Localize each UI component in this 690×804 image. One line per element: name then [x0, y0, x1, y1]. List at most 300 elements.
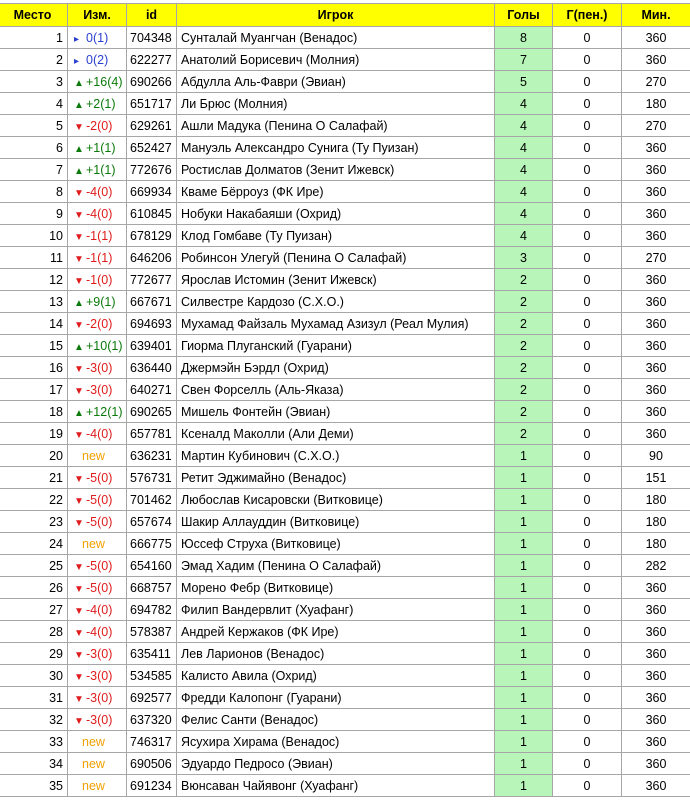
player-cell: Кваме Бёрроуз (ФК Ире)	[177, 181, 495, 203]
minutes-cell: 360	[622, 49, 690, 71]
change-value: +1(1)	[86, 140, 116, 155]
minutes-cell: 360	[622, 291, 690, 313]
goals-cell: 1	[495, 467, 553, 489]
minutes-cell: 282	[622, 555, 690, 577]
change-cell	[68, 115, 127, 137]
table-row[interactable]	[0, 247, 690, 269]
penalties-cell: 0	[553, 115, 622, 137]
player-cell: Абдулла Аль-Фаври (Эвиан)	[177, 71, 495, 93]
change-cell	[68, 357, 127, 379]
place-cell: 5	[0, 115, 68, 137]
table-row[interactable]	[0, 291, 690, 313]
player-cell: Андрей Кержаков (ФК Ире)	[177, 621, 495, 643]
minutes-cell: 360	[622, 181, 690, 203]
place-cell: 32	[0, 709, 68, 731]
minutes-cell: 270	[622, 247, 690, 269]
table-row[interactable]	[0, 665, 690, 687]
player-cell: Ретит Эджимайно (Венадос)	[177, 467, 495, 489]
id-cell: 578387	[127, 621, 177, 643]
minutes-cell: 360	[622, 379, 690, 401]
arrow-up-icon: ▲	[74, 407, 84, 419]
change-value: -1(1)	[86, 228, 113, 243]
penalties-cell: 0	[553, 203, 622, 225]
arrow-down-icon: ▼	[74, 495, 84, 507]
goals-cell: 4	[495, 225, 553, 247]
goals-cell: 1	[495, 687, 553, 709]
table-row[interactable]	[0, 159, 690, 181]
place-cell: 15	[0, 335, 68, 357]
arrow-down-icon: ▼	[74, 693, 84, 705]
arrow-down-icon: ▼	[74, 209, 84, 221]
change-value: -4(0)	[86, 602, 113, 617]
id-cell: 629261	[127, 115, 177, 137]
change-cell	[68, 775, 127, 797]
player-cell: Джермэйн Бэрдл (Охрид)	[177, 357, 495, 379]
table-row[interactable]	[0, 93, 690, 115]
goals-cell: 1	[495, 643, 553, 665]
minutes-cell: 360	[622, 357, 690, 379]
change-value: -1(1)	[86, 250, 113, 265]
goals-cell: 2	[495, 379, 553, 401]
goals-cell: 1	[495, 489, 553, 511]
player-cell: Ксеналд Маколли (Али Деми)	[177, 423, 495, 445]
player-cell: Мишель Фонтейн (Эвиан)	[177, 401, 495, 423]
place-cell: 26	[0, 577, 68, 599]
header-player[interactable]: Игрок	[177, 4, 495, 27]
place-cell: 17	[0, 379, 68, 401]
place-cell: 23	[0, 511, 68, 533]
table-row[interactable]	[0, 753, 690, 775]
goals-cell: 2	[495, 313, 553, 335]
arrow-up-icon: ▲	[74, 99, 84, 111]
place-cell: 29	[0, 643, 68, 665]
id-cell: 694782	[127, 599, 177, 621]
table-row[interactable]	[0, 115, 690, 137]
arrow-down-icon: ▼	[74, 671, 84, 683]
change-cell	[68, 335, 127, 357]
table-row[interactable]	[0, 357, 690, 379]
arrow-down-icon: ▼	[74, 627, 84, 639]
player-cell: Ли Брюс (Молния)	[177, 93, 495, 115]
flag-icon: ▸	[74, 33, 80, 45]
change-value: -2(0)	[86, 118, 113, 133]
minutes-cell: 360	[622, 335, 690, 357]
id-cell: 610845	[127, 203, 177, 225]
change-cell	[68, 511, 127, 533]
player-cell: Юссеф Струха (Витковице)	[177, 533, 495, 555]
arrow-up-icon: ▲	[74, 143, 84, 155]
new-badge: new	[82, 536, 105, 551]
change-value: 0(2)	[86, 52, 109, 67]
penalties-cell: 0	[553, 643, 622, 665]
minutes-cell: 360	[622, 687, 690, 709]
change-cell	[68, 753, 127, 775]
table-row[interactable]	[0, 687, 690, 709]
id-cell: 678129	[127, 225, 177, 247]
id-cell: 701462	[127, 489, 177, 511]
table-row[interactable]	[0, 489, 690, 511]
minutes-cell: 360	[622, 709, 690, 731]
minutes-cell: 360	[622, 665, 690, 687]
place-cell: 34	[0, 753, 68, 775]
change-value: +9(1)	[86, 294, 116, 309]
player-cell: Свен Форселль (Аль-Яказа)	[177, 379, 495, 401]
goals-cell: 2	[495, 269, 553, 291]
change-cell	[68, 643, 127, 665]
id-cell: 651717	[127, 93, 177, 115]
new-badge: new	[82, 778, 105, 793]
change-cell	[68, 93, 127, 115]
new-badge: new	[82, 448, 105, 463]
table-row[interactable]	[0, 555, 690, 577]
table-row[interactable]	[0, 137, 690, 159]
place-cell: 30	[0, 665, 68, 687]
table-row[interactable]	[0, 577, 690, 599]
place-cell: 20	[0, 445, 68, 467]
place-cell: 13	[0, 291, 68, 313]
player-cell: Фредди Калопонг (Гуарани)	[177, 687, 495, 709]
penalties-cell: 0	[553, 775, 622, 797]
player-cell: Эдуардо Педросо (Эвиан)	[177, 753, 495, 775]
penalties-cell: 0	[553, 445, 622, 467]
change-cell	[68, 137, 127, 159]
penalties-cell: 0	[553, 401, 622, 423]
player-cell: Шакир Аллауддин (Витковице)	[177, 511, 495, 533]
place-cell: 3	[0, 71, 68, 93]
table-row[interactable]	[0, 423, 690, 445]
id-cell: 534585	[127, 665, 177, 687]
player-cell: Мануэль Александро Сунига (Ту Пуизан)	[177, 137, 495, 159]
place-cell: 27	[0, 599, 68, 621]
change-cell	[68, 401, 127, 423]
player-cell: Любослав Кисаровски (Витковице)	[177, 489, 495, 511]
change-cell	[68, 687, 127, 709]
header-goals[interactable]: Голы	[495, 4, 553, 27]
goals-cell: 4	[495, 137, 553, 159]
new-badge: new	[82, 756, 105, 771]
table-row[interactable]	[0, 709, 690, 731]
penalties-cell: 0	[553, 489, 622, 511]
goals-cell: 4	[495, 203, 553, 225]
table-row[interactable]	[0, 599, 690, 621]
place-cell: 1	[0, 27, 68, 49]
minutes-cell: 360	[622, 599, 690, 621]
goals-cell: 1	[495, 731, 553, 753]
goals-cell: 1	[495, 753, 553, 775]
player-cell: Ясухира Хирама (Венадос)	[177, 731, 495, 753]
goals-cell: 4	[495, 93, 553, 115]
minutes-cell: 360	[622, 775, 690, 797]
change-cell	[68, 225, 127, 247]
player-cell: Нобуки Накабаяши (Охрид)	[177, 203, 495, 225]
place-cell: 25	[0, 555, 68, 577]
table-row[interactable]	[0, 49, 690, 71]
place-cell: 2	[0, 49, 68, 71]
player-cell: Калисто Авила (Охрид)	[177, 665, 495, 687]
penalties-cell: 0	[553, 357, 622, 379]
change-value: -3(0)	[86, 382, 113, 397]
change-value: -5(0)	[86, 470, 113, 485]
table-row[interactable]	[0, 225, 690, 247]
arrow-down-icon: ▼	[74, 429, 84, 441]
penalties-cell: 0	[553, 291, 622, 313]
change-cell	[68, 423, 127, 445]
arrow-down-icon: ▼	[74, 605, 84, 617]
penalties-cell: 0	[553, 269, 622, 291]
penalties-cell: 0	[553, 423, 622, 445]
change-value: -4(0)	[86, 206, 113, 221]
arrow-down-icon: ▼	[74, 275, 84, 287]
change-value: -1(0)	[86, 272, 113, 287]
goals-cell: 1	[495, 599, 553, 621]
change-cell	[68, 247, 127, 269]
arrow-down-icon: ▼	[74, 187, 84, 199]
change-value: -4(0)	[86, 624, 113, 639]
id-cell: 646206	[127, 247, 177, 269]
table-row[interactable]	[0, 27, 690, 49]
minutes-cell: 360	[622, 313, 690, 335]
player-cell: Силвестре Кардозо (С.Х.О.)	[177, 291, 495, 313]
goals-cell: 2	[495, 423, 553, 445]
penalties-cell: 0	[553, 93, 622, 115]
id-cell: 694693	[127, 313, 177, 335]
penalties-cell: 0	[553, 687, 622, 709]
minutes-cell: 151	[622, 467, 690, 489]
penalties-cell: 0	[553, 665, 622, 687]
minutes-cell: 360	[622, 203, 690, 225]
minutes-cell: 180	[622, 533, 690, 555]
id-cell: 639401	[127, 335, 177, 357]
penalties-cell: 0	[553, 137, 622, 159]
table-row[interactable]	[0, 643, 690, 665]
player-cell: Ростислав Долматов (Зенит Ижевск)	[177, 159, 495, 181]
table-row[interactable]	[0, 533, 690, 555]
arrow-down-icon: ▼	[74, 363, 84, 375]
minutes-cell: 360	[622, 27, 690, 49]
new-badge: new	[82, 734, 105, 749]
penalties-cell: 0	[553, 49, 622, 71]
arrow-down-icon: ▼	[74, 517, 84, 529]
goals-cell: 5	[495, 71, 553, 93]
change-cell	[68, 159, 127, 181]
place-cell: 31	[0, 687, 68, 709]
flag-icon: ▸	[74, 55, 80, 67]
table-row[interactable]	[0, 269, 690, 291]
penalties-cell: 0	[553, 753, 622, 775]
goals-cell: 1	[495, 533, 553, 555]
penalties-cell: 0	[553, 225, 622, 247]
player-cell: Морено Фебр (Витковице)	[177, 577, 495, 599]
table-row[interactable]	[0, 467, 690, 489]
id-cell: 654160	[127, 555, 177, 577]
player-cell: Ашли Мадука (Пенина О Салафай)	[177, 115, 495, 137]
goals-cell: 8	[495, 27, 553, 49]
penalties-cell: 0	[553, 555, 622, 577]
change-value: -3(0)	[86, 646, 113, 661]
penalties-cell: 0	[553, 27, 622, 49]
place-cell: 14	[0, 313, 68, 335]
penalties-cell: 0	[553, 533, 622, 555]
place-cell: 19	[0, 423, 68, 445]
change-cell	[68, 533, 127, 555]
id-cell: 704348	[127, 27, 177, 49]
id-cell: 637320	[127, 709, 177, 731]
id-cell: 640271	[127, 379, 177, 401]
arrow-down-icon: ▼	[74, 385, 84, 397]
change-cell	[68, 577, 127, 599]
change-value: +10(1)	[86, 338, 123, 353]
change-value: -3(0)	[86, 690, 113, 705]
change-value: -5(0)	[86, 514, 113, 529]
place-cell: 33	[0, 731, 68, 753]
table-body	[0, 27, 690, 797]
penalties-cell: 0	[553, 731, 622, 753]
scorers-table	[0, 3, 690, 797]
arrow-down-icon: ▼	[74, 561, 84, 573]
place-cell: 10	[0, 225, 68, 247]
place-cell: 7	[0, 159, 68, 181]
change-value: -5(0)	[86, 492, 113, 507]
change-cell	[68, 709, 127, 731]
id-cell: 772676	[127, 159, 177, 181]
change-value: -3(0)	[86, 712, 113, 727]
player-cell: Гиорма Плуганский (Гуарани)	[177, 335, 495, 357]
change-cell	[68, 621, 127, 643]
player-cell: Анатолий Борисевич (Молния)	[177, 49, 495, 71]
table-row[interactable]	[0, 335, 690, 357]
minutes-cell: 360	[622, 731, 690, 753]
penalties-cell: 0	[553, 379, 622, 401]
minutes-cell: 90	[622, 445, 690, 467]
arrow-down-icon: ▼	[74, 583, 84, 595]
table-row[interactable]	[0, 313, 690, 335]
change-cell	[68, 467, 127, 489]
player-cell: Клод Гомбаве (Ту Пуизан)	[177, 225, 495, 247]
place-cell: 24	[0, 533, 68, 555]
table-row[interactable]	[0, 731, 690, 753]
change-value: -3(0)	[86, 668, 113, 683]
table-row[interactable]	[0, 203, 690, 225]
arrow-down-icon: ▼	[74, 715, 84, 727]
change-value: -2(0)	[86, 316, 113, 331]
goals-cell: 4	[495, 115, 553, 137]
arrow-up-icon: ▲	[74, 341, 84, 353]
goals-cell: 2	[495, 401, 553, 423]
table-row[interactable]	[0, 401, 690, 423]
id-cell: 657781	[127, 423, 177, 445]
header-place[interactable]: Место	[0, 4, 68, 27]
place-cell: 22	[0, 489, 68, 511]
minutes-cell: 360	[622, 423, 690, 445]
player-cell: Робинсон Улегуй (Пенина О Салафай)	[177, 247, 495, 269]
arrow-up-icon: ▲	[74, 297, 84, 309]
id-cell: 576731	[127, 467, 177, 489]
table-row[interactable]	[0, 621, 690, 643]
place-cell: 11	[0, 247, 68, 269]
header-minutes[interactable]: Мин.	[622, 4, 690, 27]
header-id[interactable]: id	[127, 4, 177, 27]
change-cell	[68, 71, 127, 93]
goals-cell: 2	[495, 335, 553, 357]
change-cell	[68, 181, 127, 203]
player-cell: Фелис Санти (Венадос)	[177, 709, 495, 731]
minutes-cell: 360	[622, 401, 690, 423]
id-cell: 636440	[127, 357, 177, 379]
player-cell: Вюнсаван Чайявонг (Хуафанг)	[177, 775, 495, 797]
minutes-cell: 180	[622, 93, 690, 115]
change-value: -5(0)	[86, 580, 113, 595]
change-cell	[68, 313, 127, 335]
minutes-cell: 270	[622, 71, 690, 93]
minutes-cell: 270	[622, 115, 690, 137]
minutes-cell: 360	[622, 621, 690, 643]
player-cell: Ярослав Истомин (Зенит Ижевск)	[177, 269, 495, 291]
arrow-up-icon: ▲	[74, 165, 84, 177]
goals-cell: 1	[495, 577, 553, 599]
header-penalties[interactable]: Г(пен.)	[553, 4, 622, 27]
table-row[interactable]	[0, 181, 690, 203]
goals-cell: 4	[495, 159, 553, 181]
player-cell: Мартин Кубинович (С.Х.О.)	[177, 445, 495, 467]
change-cell	[68, 379, 127, 401]
header-row	[0, 4, 690, 27]
penalties-cell: 0	[553, 247, 622, 269]
arrow-down-icon: ▼	[74, 121, 84, 133]
penalties-cell: 0	[553, 709, 622, 731]
goals-cell: 4	[495, 181, 553, 203]
id-cell: 652427	[127, 137, 177, 159]
change-cell	[68, 599, 127, 621]
minutes-cell: 180	[622, 511, 690, 533]
id-cell: 666775	[127, 533, 177, 555]
place-cell: 6	[0, 137, 68, 159]
change-value: 0(1)	[86, 30, 109, 45]
minutes-cell: 360	[622, 753, 690, 775]
player-cell: Сунталай Муангчан (Венадос)	[177, 27, 495, 49]
table-row[interactable]	[0, 379, 690, 401]
minutes-cell: 360	[622, 577, 690, 599]
arrow-down-icon: ▼	[74, 253, 84, 265]
change-cell	[68, 49, 127, 71]
change-value: -4(0)	[86, 184, 113, 199]
table-row[interactable]	[0, 71, 690, 93]
goals-cell: 2	[495, 357, 553, 379]
penalties-cell: 0	[553, 621, 622, 643]
change-cell	[68, 731, 127, 753]
player-cell: Филип Вандервлит (Хуафанг)	[177, 599, 495, 621]
place-cell: 35	[0, 775, 68, 797]
id-cell: 691234	[127, 775, 177, 797]
penalties-cell: 0	[553, 181, 622, 203]
id-cell: 772677	[127, 269, 177, 291]
minutes-cell: 360	[622, 643, 690, 665]
id-cell: 690266	[127, 71, 177, 93]
minutes-cell: 360	[622, 159, 690, 181]
id-cell: 622277	[127, 49, 177, 71]
place-cell: 9	[0, 203, 68, 225]
place-cell: 8	[0, 181, 68, 203]
id-cell: 667671	[127, 291, 177, 313]
change-value: +1(1)	[86, 162, 116, 177]
change-cell	[68, 555, 127, 577]
id-cell: 690265	[127, 401, 177, 423]
id-cell: 669934	[127, 181, 177, 203]
change-cell	[68, 665, 127, 687]
header-change[interactable]: Изм.	[68, 4, 127, 27]
table-row[interactable]	[0, 511, 690, 533]
table-row[interactable]	[0, 775, 690, 797]
table-row[interactable]	[0, 445, 690, 467]
